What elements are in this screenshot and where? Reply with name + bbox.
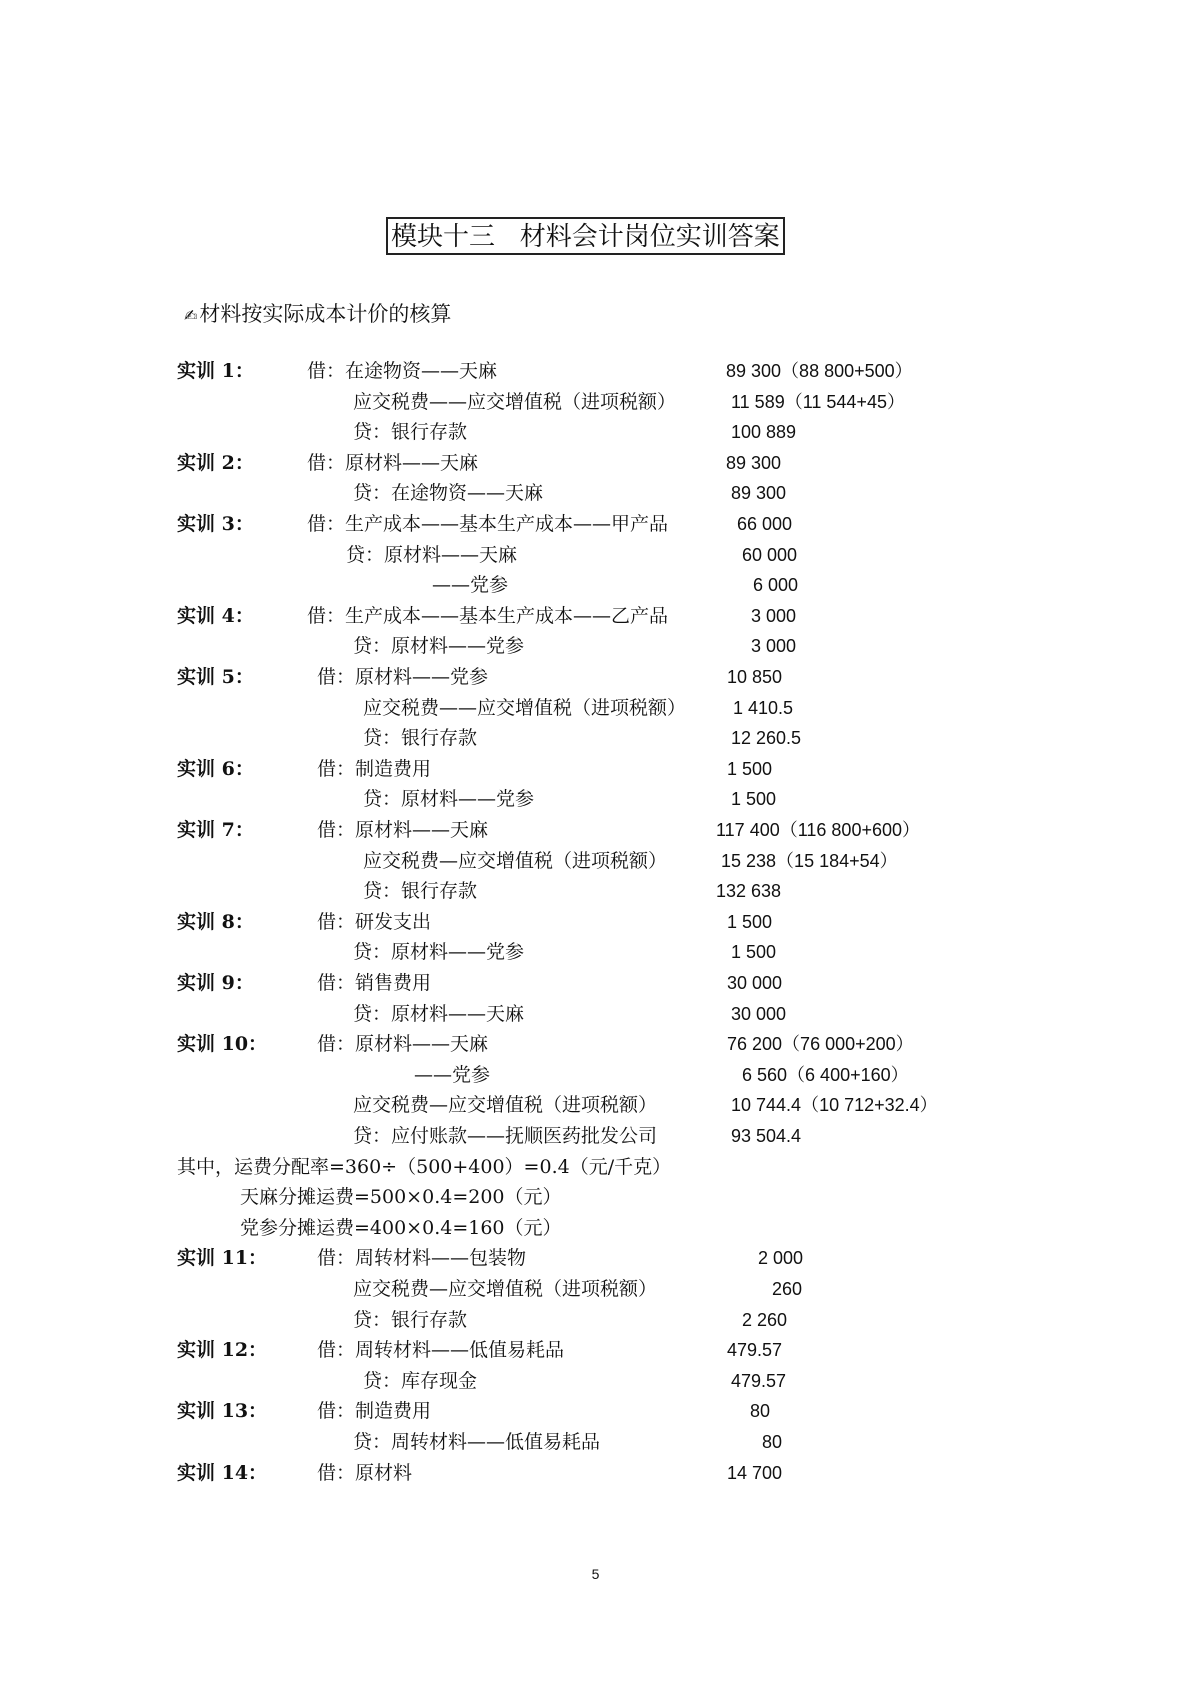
account-text: ——党参 <box>414 1063 491 1086</box>
account-text: 借：研发支出 <box>317 910 432 933</box>
entry-line <box>0 387 1191 418</box>
account-text: 贷：原材料——党参 <box>353 941 525 964</box>
entry-line <box>0 754 1191 785</box>
account-text: 天麻分摊运费=500×0.4=200（元） <box>240 1186 562 1209</box>
account-text: 应交税费——应交增值税（进项税额） <box>353 390 677 413</box>
exercise-label: 实训 4： <box>177 604 254 627</box>
amount-text: 132 638 <box>716 881 782 902</box>
amount-text: 80 <box>762 1432 783 1452</box>
entry-line <box>0 509 1191 540</box>
account-text: 应交税费—应交增值税（进项税额） <box>353 1094 658 1117</box>
amount-text: 11 589（11 544+45） <box>731 391 905 412</box>
amount-text: 3 000 <box>751 605 797 626</box>
section-heading <box>184 299 451 331</box>
exercise-label: 实训 14： <box>177 1461 268 1484</box>
amount-text: 10 744.4（10 712+32.4） <box>731 1095 938 1116</box>
account-text: 其中，运费分配率=360÷（500+400）=0.4（元/千克） <box>177 1155 672 1178</box>
amount-text: 1 500 <box>727 911 773 932</box>
entry-line <box>0 1060 1191 1091</box>
account-text: 贷：银行存款 <box>363 880 478 903</box>
account-text: 借：原材料 <box>317 1461 413 1484</box>
entry-line <box>0 876 1191 907</box>
entry-line <box>0 1335 1191 1366</box>
amount-text: 93 504.4 <box>731 1126 802 1146</box>
account-text: 借：原材料——党参 <box>317 666 489 688</box>
amount-text: 1 500 <box>731 789 777 810</box>
amount-text: 10 850 <box>727 667 783 687</box>
exercise-label: 实训 12： <box>177 1339 268 1362</box>
amount-text: 76 200（76 000+200） <box>727 1034 914 1055</box>
amount-text: 14 700 <box>727 1462 783 1483</box>
page-title: 模块十三 材料会计岗位实训答案 <box>386 217 785 255</box>
exercise-label: 实训 7： <box>177 819 254 841</box>
entry-line <box>0 723 1191 754</box>
amount-text: 479.57 <box>727 1340 783 1361</box>
exercise-label: 实训 5： <box>177 666 254 688</box>
amount-text: 89 300 <box>726 452 782 473</box>
amount-text: 30 000 <box>727 973 783 993</box>
exercise-label: 实训 6： <box>177 757 254 780</box>
amount-text: 12 260.5 <box>731 728 802 749</box>
account-text: 借：销售费用 <box>317 972 432 994</box>
entry-line <box>0 1305 1191 1336</box>
entry-line <box>0 815 1191 846</box>
account-text: 借：制造费用 <box>317 757 432 780</box>
account-text: 借：原材料——天麻 <box>317 1033 489 1056</box>
entry-line <box>0 1427 1191 1458</box>
account-text: 贷：原材料——天麻 <box>346 543 518 566</box>
account-text: 党参分摊运费=400×0.4=160（元） <box>240 1216 562 1239</box>
account-text: 贷：银行存款 <box>353 421 468 444</box>
account-text: 应交税费—应交增值税（进项税额） <box>363 849 668 872</box>
account-text: 贷：库存现金 <box>363 1369 478 1392</box>
amount-text: 479.57 <box>731 1370 787 1391</box>
amount-text: 89 300（88 800+500） <box>726 361 913 381</box>
entry-line <box>0 448 1191 479</box>
entry-line <box>0 478 1191 509</box>
section-heading-text: 材料按实际成本计价的核算 <box>199 302 452 326</box>
amount-text: 89 300 <box>731 483 787 504</box>
entry-line <box>0 1243 1191 1274</box>
scroll-hand-icon: ✍ <box>184 306 198 325</box>
entry-line <box>0 999 1191 1030</box>
amount-text: 260 <box>772 1279 803 1299</box>
entry-line <box>0 968 1191 999</box>
entry-line <box>0 784 1191 815</box>
account-text: 借：周转材料——低值易耗品 <box>317 1339 565 1362</box>
entry-line <box>0 601 1191 632</box>
account-text: 贷：银行存款 <box>353 1308 468 1331</box>
exercise-label: 实训 2： <box>177 451 254 474</box>
exercise-label: 实训 10： <box>177 1033 268 1056</box>
amount-text: 1 500 <box>727 758 773 779</box>
account-text: 贷：在途物资——天麻 <box>353 482 544 505</box>
entry-line <box>0 1090 1191 1121</box>
amount-text: 117 400（116 800+600） <box>716 820 921 840</box>
amount-text: 6 000 <box>753 575 799 596</box>
entry-line <box>0 937 1191 968</box>
entry-line <box>0 540 1191 571</box>
amount-text: 15 238（15 184+54） <box>721 850 898 871</box>
entry-line <box>0 631 1191 662</box>
page-number: 5 <box>591 1566 600 1582</box>
entry-line <box>0 417 1191 448</box>
entry-line <box>0 1458 1191 1489</box>
account-text: 贷：银行存款 <box>363 727 478 750</box>
amount-text: 2 000 <box>758 1248 804 1269</box>
entry-line <box>0 693 1191 724</box>
account-text: 贷：原材料——天麻 <box>353 1002 525 1025</box>
entry-line <box>0 662 1191 693</box>
amount-text: 30 000 <box>731 1003 787 1024</box>
entry-line <box>0 1366 1191 1397</box>
account-text: 借：生产成本——基本生产成本——乙产品 <box>307 604 669 627</box>
account-text: 借：制造费用 <box>317 1400 432 1423</box>
exercise-label: 实训 9： <box>177 972 254 994</box>
amount-text: 1 410.5 <box>733 697 794 718</box>
entry-line <box>0 1274 1191 1305</box>
exercise-label: 实训 1： <box>177 360 254 382</box>
account-text: 应交税费—应交增值税（进项税额） <box>353 1278 658 1300</box>
account-text: 贷：原材料——党参 <box>363 788 535 811</box>
exercise-label: 实训 11： <box>177 1247 268 1270</box>
account-text: 借：原材料——天麻 <box>317 819 489 841</box>
account-text: 应交税费——应交增值税（进项税额） <box>363 696 687 719</box>
entry-line <box>0 1029 1191 1060</box>
exercise-label: 实训 8： <box>177 910 254 933</box>
amount-text: 2 260 <box>742 1309 788 1330</box>
amount-text: 6 560（6 400+160） <box>742 1064 909 1085</box>
account-text: 借：周转材料——包装物 <box>317 1247 527 1270</box>
entry-line <box>0 1213 1191 1244</box>
exercise-label: 实训 13： <box>177 1400 268 1423</box>
account-text: 贷：原材料——党参 <box>353 635 525 658</box>
entry-line <box>0 1182 1191 1213</box>
entry-line <box>0 907 1191 938</box>
entry-line <box>0 356 1191 387</box>
entry-line <box>0 1396 1191 1427</box>
amount-text: 66 000 <box>737 514 793 534</box>
amount-text: 1 500 <box>731 942 777 963</box>
account-text: 借：在途物资——天麻 <box>307 360 498 382</box>
amount-text: 80 <box>750 1401 771 1422</box>
account-text: 借：生产成本——基本生产成本——甲产品 <box>307 513 669 535</box>
entry-line <box>0 846 1191 877</box>
entry-line <box>0 1152 1191 1183</box>
entry-line <box>0 570 1191 601</box>
account-text: 贷：应付账款——抚顺医药批发公司 <box>353 1125 658 1147</box>
amount-text: 100 889 <box>731 422 797 443</box>
amount-text: 3 000 <box>751 636 797 657</box>
account-text: 借：原材料——天麻 <box>307 451 479 474</box>
exercise-label: 实训 3： <box>177 513 254 535</box>
amount-text: 60 000 <box>742 544 798 565</box>
account-text: ——党参 <box>432 574 509 597</box>
entry-line <box>0 1121 1191 1152</box>
account-text: 贷：周转材料——低值易耗品 <box>353 1431 601 1453</box>
